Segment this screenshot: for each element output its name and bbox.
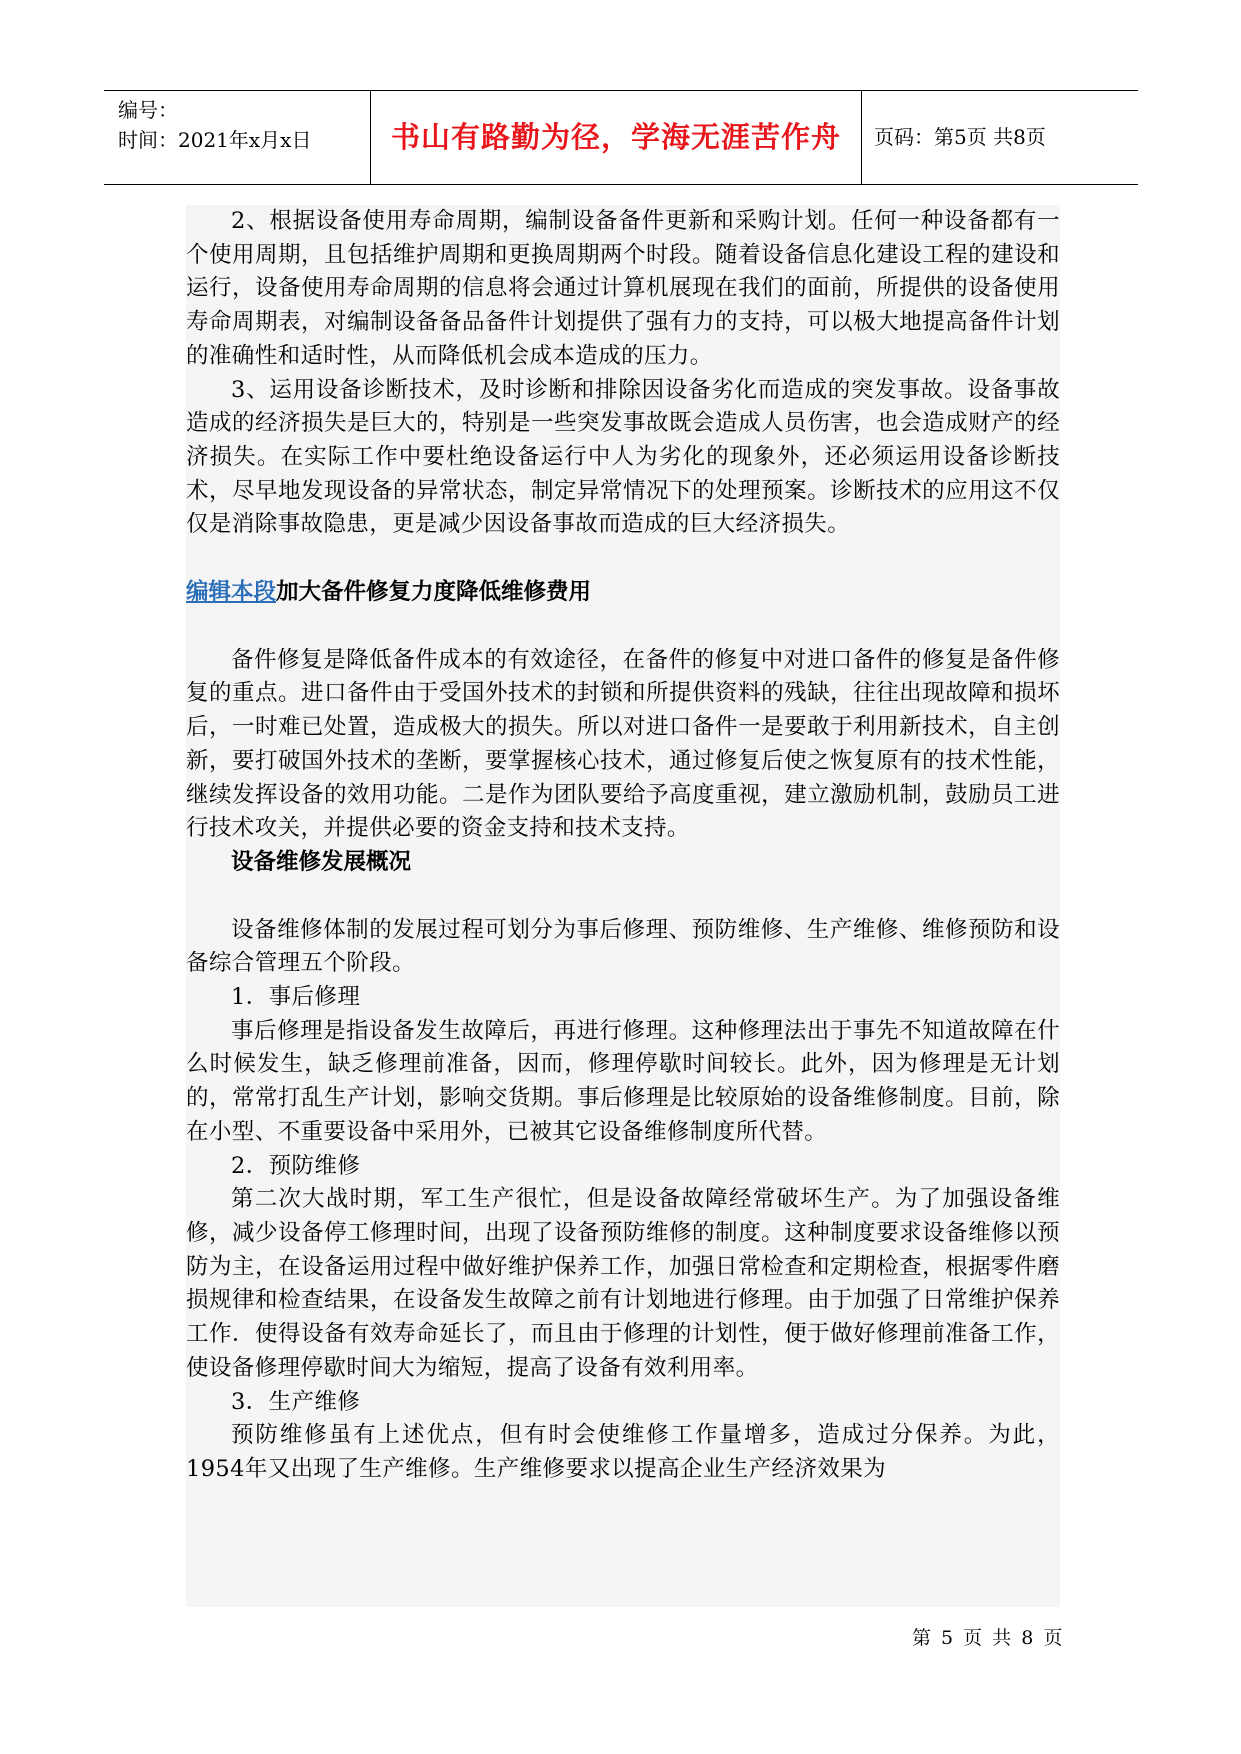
item-title: 3．生产维修 <box>231 1388 361 1415</box>
paragraph: 预防维修虽有上述优点，但有时会使维修工作量增多，造成过分保养。为此，1954年又出现了生产维修。生产维修要求以提高企业生产经济效果为 <box>186 1422 1060 1482</box>
header-meta <box>118 95 311 155</box>
spacer <box>186 880 1060 914</box>
header-divider <box>861 91 862 184</box>
paragraph: 第二次大战时期，军工生产很忙，但是设备故障经常破坏生产。为了加强设备维修，减少设备停工修理时间，出现了设备预防维修的制度。这种制度要求设备维修以预防为主，在设备运用过程中做好维护保养工作，加强日常检查和定期检查，根据零件磨损规律和检查结果，在设备发生故障之前有计划地进行修理。由于加强了日常维护保养工作．使得设备有效寿命延长了，而且由于修理的计划性，便于做好修理前准备工作，使设备修理停歇时间大为缩短，提高了设备有效利用率。 <box>186 1186 1060 1381</box>
paragraph: 事后修理是指设备发生故障后，再进行修理。这种修理法出于事先不知道故障在什么时候发生，缺乏修理前准备，因而，修理停歇时间较长。此外，因为修理是无计划的，常常打乱生产计划，影响交货期。事后修理是比较原始的设备维修制度。目前，除在小型、不重要设备中采用外，已被其它设备维修制度所代替。 <box>186 1017 1060 1145</box>
item-title: 2．预防维修 <box>231 1152 361 1179</box>
edit-section-link[interactable]: 编辑本段 <box>186 579 277 606</box>
paragraph: 备件修复是降低备件成本的有效途径，在备件的修复中对进口备件的修复是备件修复的重点。进口备件由于受国外技术的封锁和所提供资料的残缺，往往出现故障和损坏后，一时难已处置，造成极大的损失。所以对进口备件一是要敢于利用新技术，自主创新，要打破国外技术的垄断，要掌握核心技术，通过修复后使之恢复原有的技术性能，继续发挥设备的效用功能。二是作为团队要给予高度重视，建立激励机制，鼓励员工进行技术攻关，并提供必要的资金支持和技术支持。 <box>186 646 1060 842</box>
document-body <box>186 205 1060 1607</box>
section-title: 加大备件修复力度降低维修费用 <box>276 579 592 606</box>
overview-heading: 设备维修发展概况 <box>231 848 412 875</box>
page-footer: 第 5 页 共 8 页 <box>912 1627 1065 1649</box>
paragraph: 设备维修体制的发展过程可划分为事后修理、预防维修、生产维修、维修预防和设备综合管理五个阶段。 <box>186 916 1060 977</box>
paragraph: 3、运用设备诊断技术，及时诊断和排除因设备劣化而造成的突发事故。设备事故造成的经济损失是巨大的，特别是一些突发事故既会造成人员伤害，也会造成财产的经济损失。在实际工作中要杜绝设备运行中人为劣化的现象外，还必须运用设备诊断技术，尽早地发现设备的异常状态，制定异常情况下的处理预案。诊断技术的应用这不仅仅是消除事故隐患，更是减少因设备事故而造成的巨大经济损失。 <box>186 376 1060 538</box>
page-header <box>104 90 1138 185</box>
number-label: 编号： <box>118 98 178 122</box>
header-motto: 书山有路勤为径，学海无涯苦作舟 <box>390 120 841 154</box>
time-label: 时间：2021年x月x日 <box>118 128 312 152</box>
paragraph: 2、根据设备使用寿命周期，编制设备备件更新和采购计划。任何一种设备都有一个使用周期，且包括维护周期和更换周期两个时段。随着设备信息化建设工程的建设和运行，设备使用寿命周期的信息将会通过计算机展现在我们的面前，所提供的设备使用寿命周期表，对编制设备备品备件计划提供了强有力的支持，可以极大地提高备件计划的准确性和适时性，从而降低机会成本造成的压力。 <box>186 208 1060 369</box>
spacer <box>186 542 1060 576</box>
item-title: 1．事后修理 <box>231 984 361 1011</box>
section-heading <box>186 576 1060 610</box>
header-page-label: 页码：第5页 共8页 <box>874 125 1046 149</box>
spacer <box>186 610 1060 644</box>
